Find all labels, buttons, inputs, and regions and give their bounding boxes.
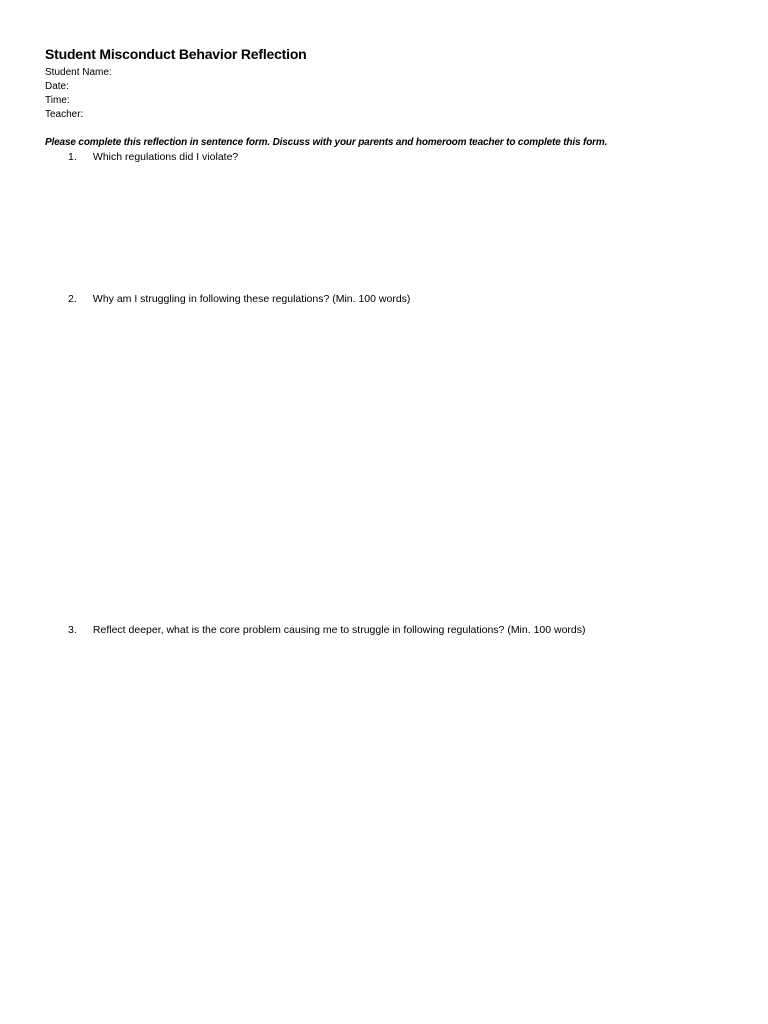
page-title: Student Misconduct Behavior Reflection	[45, 46, 307, 62]
question-number: 3.	[68, 624, 77, 636]
question-1	[68, 151, 238, 163]
student-name-label: Student Name:	[45, 67, 112, 78]
date-label: Date:	[45, 81, 69, 92]
teacher-label: Teacher:	[45, 109, 84, 120]
question-text: Which regulations did I violate?	[92, 151, 239, 163]
instructions-text: Please complete this reflection in sentence form. Discuss with your parents and homeroom teacher to complete this form.	[45, 137, 608, 148]
question-text: Reflect deeper, what is the core problem causing me to struggle in following regulations? (Min. 100 words)	[92, 624, 586, 636]
question-text: Why am I struggling in following these regulations? (Min. 100 words)	[92, 293, 411, 305]
time-label: Time:	[45, 95, 70, 106]
question-number: 1.	[68, 151, 77, 163]
question-3	[68, 624, 586, 636]
question-2	[68, 293, 410, 305]
question-number: 2.	[68, 293, 77, 305]
